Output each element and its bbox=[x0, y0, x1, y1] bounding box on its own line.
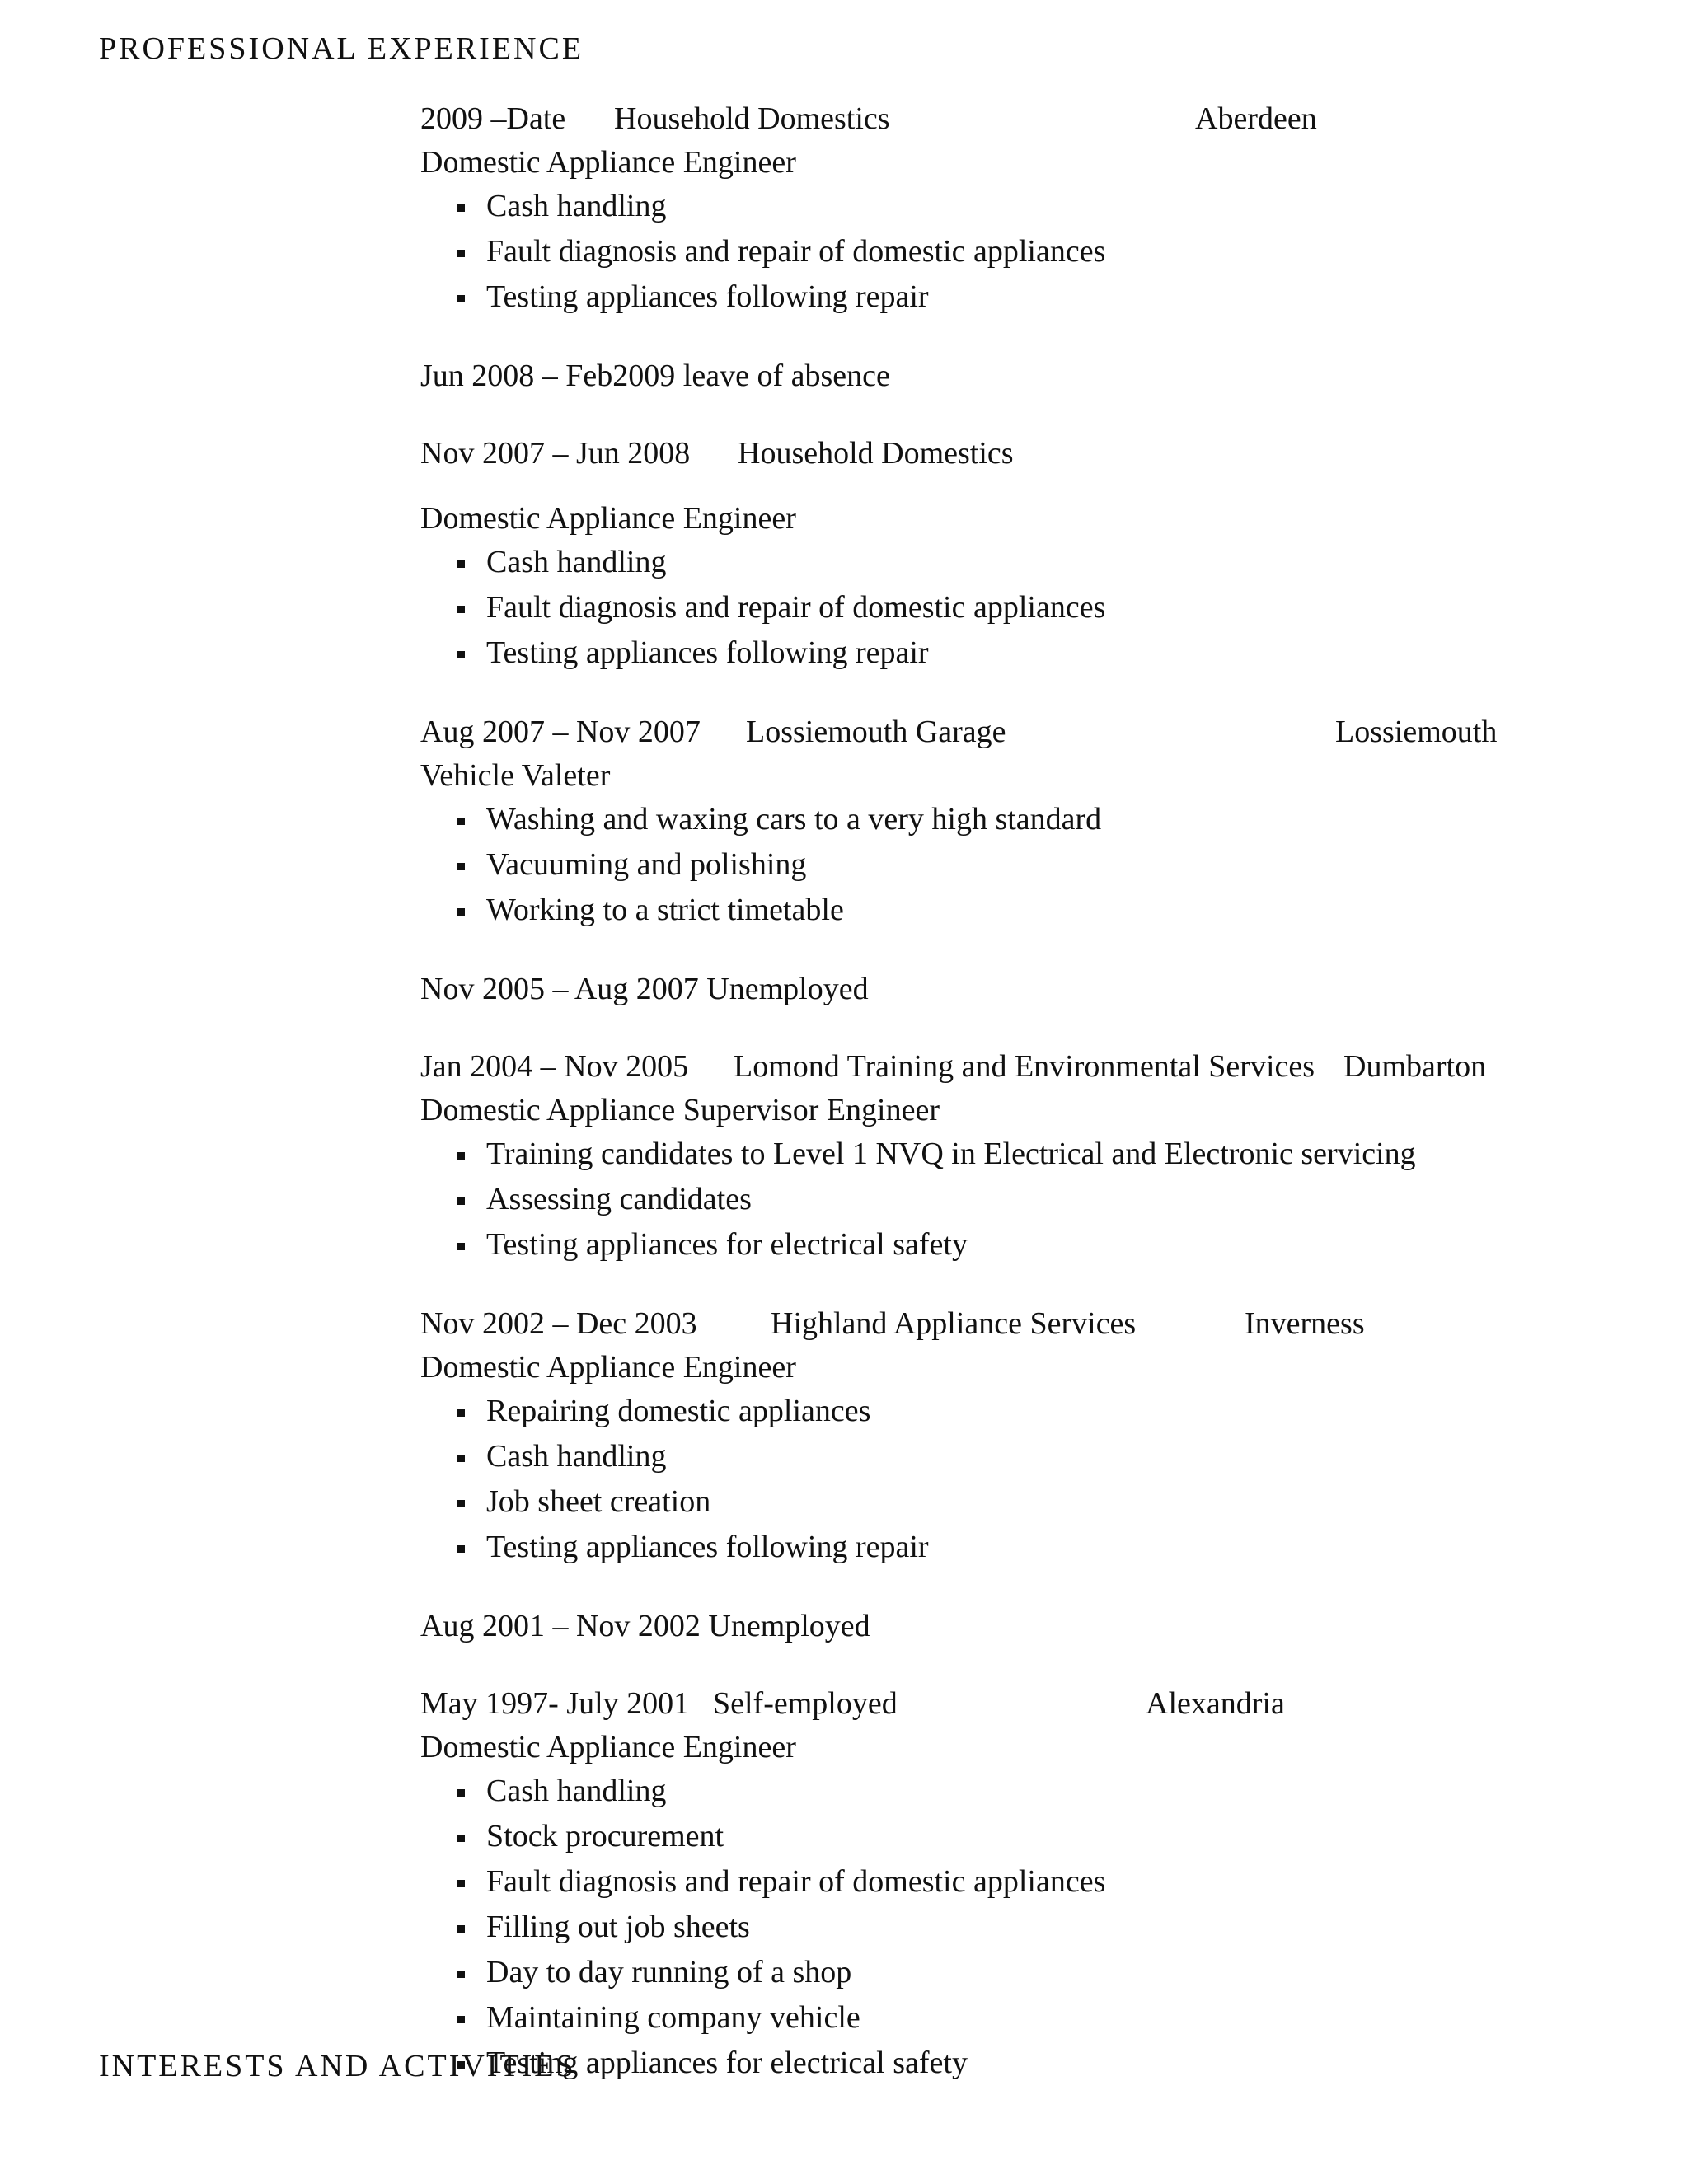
experience-note bbox=[420, 968, 1615, 1011]
duty-list bbox=[420, 1769, 1615, 2087]
entry-role: Domestic Appliance Engineer bbox=[420, 145, 796, 180]
duty-text: Washing and waxing cars to a very high standard bbox=[486, 802, 1102, 837]
duty-item bbox=[420, 1480, 1615, 1526]
duty-item bbox=[420, 1132, 1615, 1178]
entry-employer: Lomond Training and Environmental Services bbox=[734, 1049, 1315, 1084]
duty-text: Repairing domestic appliances bbox=[486, 1394, 871, 1428]
entry-employer: Lossiemouth Garage bbox=[746, 715, 1006, 749]
duty-item bbox=[420, 1390, 1615, 1435]
duty-text: Job sheet creation bbox=[486, 1484, 711, 1519]
experience-entry bbox=[420, 1045, 1615, 1268]
entry-location: Alexandria bbox=[1146, 1686, 1285, 1721]
entry-header bbox=[420, 97, 1615, 141]
duty-text: Vacuuming and polishing bbox=[486, 847, 807, 882]
duty-item bbox=[420, 1223, 1615, 1268]
bullet-square-icon bbox=[457, 1971, 465, 1978]
duty-list bbox=[420, 798, 1615, 934]
duty-text: Cash handling bbox=[486, 1439, 667, 1474]
duty-text: Fault diagnosis and repair of domestic appliances bbox=[486, 234, 1106, 269]
bullet-square-icon bbox=[457, 560, 465, 568]
bullet-square-icon bbox=[457, 863, 465, 870]
entry-dates: Jan 2004 – Nov 2005 bbox=[420, 1049, 689, 1084]
entry-header bbox=[420, 710, 1615, 754]
entry-dates: Nov 2007 – Jun 2008 bbox=[420, 436, 691, 471]
entry-role: Vehicle Valeter bbox=[420, 758, 611, 793]
bullet-square-icon bbox=[457, 1152, 465, 1160]
duty-item bbox=[420, 230, 1615, 275]
duty-item bbox=[420, 888, 1615, 934]
gap-note: Nov 2005 – Aug 2007 Unemployed bbox=[420, 972, 869, 1006]
duty-item bbox=[420, 1860, 1615, 1905]
duty-text: Day to day running of a shop bbox=[486, 1955, 852, 1990]
duty-item bbox=[420, 1905, 1615, 1951]
duty-text: Testing appliances for electrical safety bbox=[486, 2046, 968, 2080]
entry-employer: Self-employed bbox=[713, 1686, 898, 1721]
duty-list bbox=[420, 1390, 1615, 1571]
duty-text: Cash handling bbox=[486, 189, 667, 223]
duty-list bbox=[420, 541, 1615, 677]
gap-note: Aug 2001 – Nov 2002 Unemployed bbox=[420, 1609, 870, 1643]
entry-employer: Highland Appliance Services bbox=[771, 1306, 1137, 1341]
experience-note bbox=[420, 1605, 1615, 1648]
bullet-square-icon bbox=[457, 1243, 465, 1250]
bullet-square-icon bbox=[457, 606, 465, 613]
duty-list bbox=[420, 1132, 1615, 1268]
duty-item bbox=[420, 185, 1615, 230]
bullet-square-icon bbox=[457, 2016, 465, 2023]
entry-header bbox=[420, 1045, 1615, 1089]
duty-item bbox=[420, 631, 1615, 677]
duty-text: Assessing candidates bbox=[486, 1182, 752, 1216]
bullet-square-icon bbox=[457, 295, 465, 302]
duty-item bbox=[420, 1769, 1615, 1815]
duty-item bbox=[420, 843, 1615, 888]
entry-role: Domestic Appliance Engineer bbox=[420, 1730, 796, 1765]
duty-text: Testing appliances following repair bbox=[486, 1530, 929, 1564]
experience-entry bbox=[420, 97, 1615, 321]
duty-item bbox=[420, 1996, 1615, 2041]
duty-text: Maintaining company vehicle bbox=[486, 2000, 860, 2035]
duty-text: Cash handling bbox=[486, 1774, 667, 1808]
experience-note bbox=[420, 354, 1615, 398]
duty-item bbox=[420, 1815, 1615, 1860]
experience-entry bbox=[420, 432, 1615, 677]
entry-dates: May 1997- July 2001 bbox=[420, 1686, 690, 1721]
experience-list bbox=[420, 97, 1615, 2121]
bullet-square-icon bbox=[457, 818, 465, 825]
entry-location: Dumbarton bbox=[1343, 1049, 1487, 1084]
entry-role: Domestic Appliance Engineer bbox=[420, 1350, 796, 1385]
bullet-square-icon bbox=[457, 1925, 465, 1933]
experience-entry bbox=[420, 710, 1615, 934]
duty-text: Cash handling bbox=[486, 545, 667, 579]
duty-item bbox=[420, 586, 1615, 631]
entry-dates: Aug 2007 – Nov 2007 bbox=[420, 715, 701, 749]
entry-dates: 2009 –Date bbox=[420, 101, 566, 136]
duty-text: Testing appliances following repair bbox=[486, 279, 929, 314]
entry-location: Lossiemouth bbox=[1335, 715, 1498, 749]
bullet-square-icon bbox=[457, 1455, 465, 1462]
duty-item bbox=[420, 1526, 1615, 1571]
bullet-square-icon bbox=[457, 250, 465, 257]
section-heading-interests: INTERESTS AND ACTIVITIES bbox=[99, 2049, 576, 2083]
entry-location: Aberdeen bbox=[1195, 101, 1317, 136]
duty-text: Filling out job sheets bbox=[486, 1910, 750, 1944]
duty-text: Fault diagnosis and repair of domestic appliances bbox=[486, 1864, 1106, 1899]
bullet-square-icon bbox=[457, 1409, 465, 1417]
entry-role: Domestic Appliance Supervisor Engineer bbox=[420, 1093, 940, 1127]
entry-header bbox=[420, 1302, 1615, 1346]
duty-item bbox=[420, 1435, 1615, 1480]
duty-text: Working to a strict timetable bbox=[486, 893, 844, 927]
gap-note: Jun 2008 – Feb2009 leave of absence bbox=[420, 359, 890, 393]
entry-employer: Household Domestics bbox=[738, 436, 1014, 471]
section-heading-professional-experience: PROFESSIONAL EXPERIENCE bbox=[99, 31, 584, 66]
duty-item bbox=[420, 2041, 1615, 2087]
bullet-square-icon bbox=[457, 651, 465, 658]
bullet-square-icon bbox=[457, 1835, 465, 1842]
entry-header bbox=[420, 432, 1615, 476]
entry-role: Domestic Appliance Engineer bbox=[420, 501, 796, 536]
duty-text: Fault diagnosis and repair of domestic appliances bbox=[486, 590, 1106, 625]
bullet-square-icon bbox=[457, 908, 465, 916]
duty-item bbox=[420, 1178, 1615, 1223]
bullet-square-icon bbox=[457, 1880, 465, 1887]
experience-entry bbox=[420, 1302, 1615, 1571]
entry-employer: Household Domestics bbox=[614, 101, 890, 136]
bullet-square-icon bbox=[457, 204, 465, 212]
bullet-square-icon bbox=[457, 1197, 465, 1205]
entry-header bbox=[420, 1682, 1615, 1726]
duty-item bbox=[420, 1951, 1615, 1996]
duty-item bbox=[420, 275, 1615, 321]
duty-text: Testing appliances following repair bbox=[486, 635, 929, 670]
bullet-square-icon bbox=[457, 1500, 465, 1507]
duty-text: Testing appliances for electrical safety bbox=[486, 1227, 968, 1262]
duty-item bbox=[420, 541, 1615, 586]
duty-text: Stock procurement bbox=[486, 1819, 724, 1854]
experience-entry bbox=[420, 1682, 1615, 2087]
duty-item bbox=[420, 798, 1615, 843]
bullet-square-icon bbox=[457, 1789, 465, 1797]
entry-location: Inverness bbox=[1245, 1306, 1365, 1341]
entry-dates: Nov 2002 – Dec 2003 bbox=[420, 1306, 697, 1341]
duty-list bbox=[420, 185, 1615, 321]
duty-text: Training candidates to Level 1 NVQ in Electrical and Electronic servicing bbox=[486, 1137, 1416, 1171]
bullet-square-icon bbox=[457, 1545, 465, 1553]
